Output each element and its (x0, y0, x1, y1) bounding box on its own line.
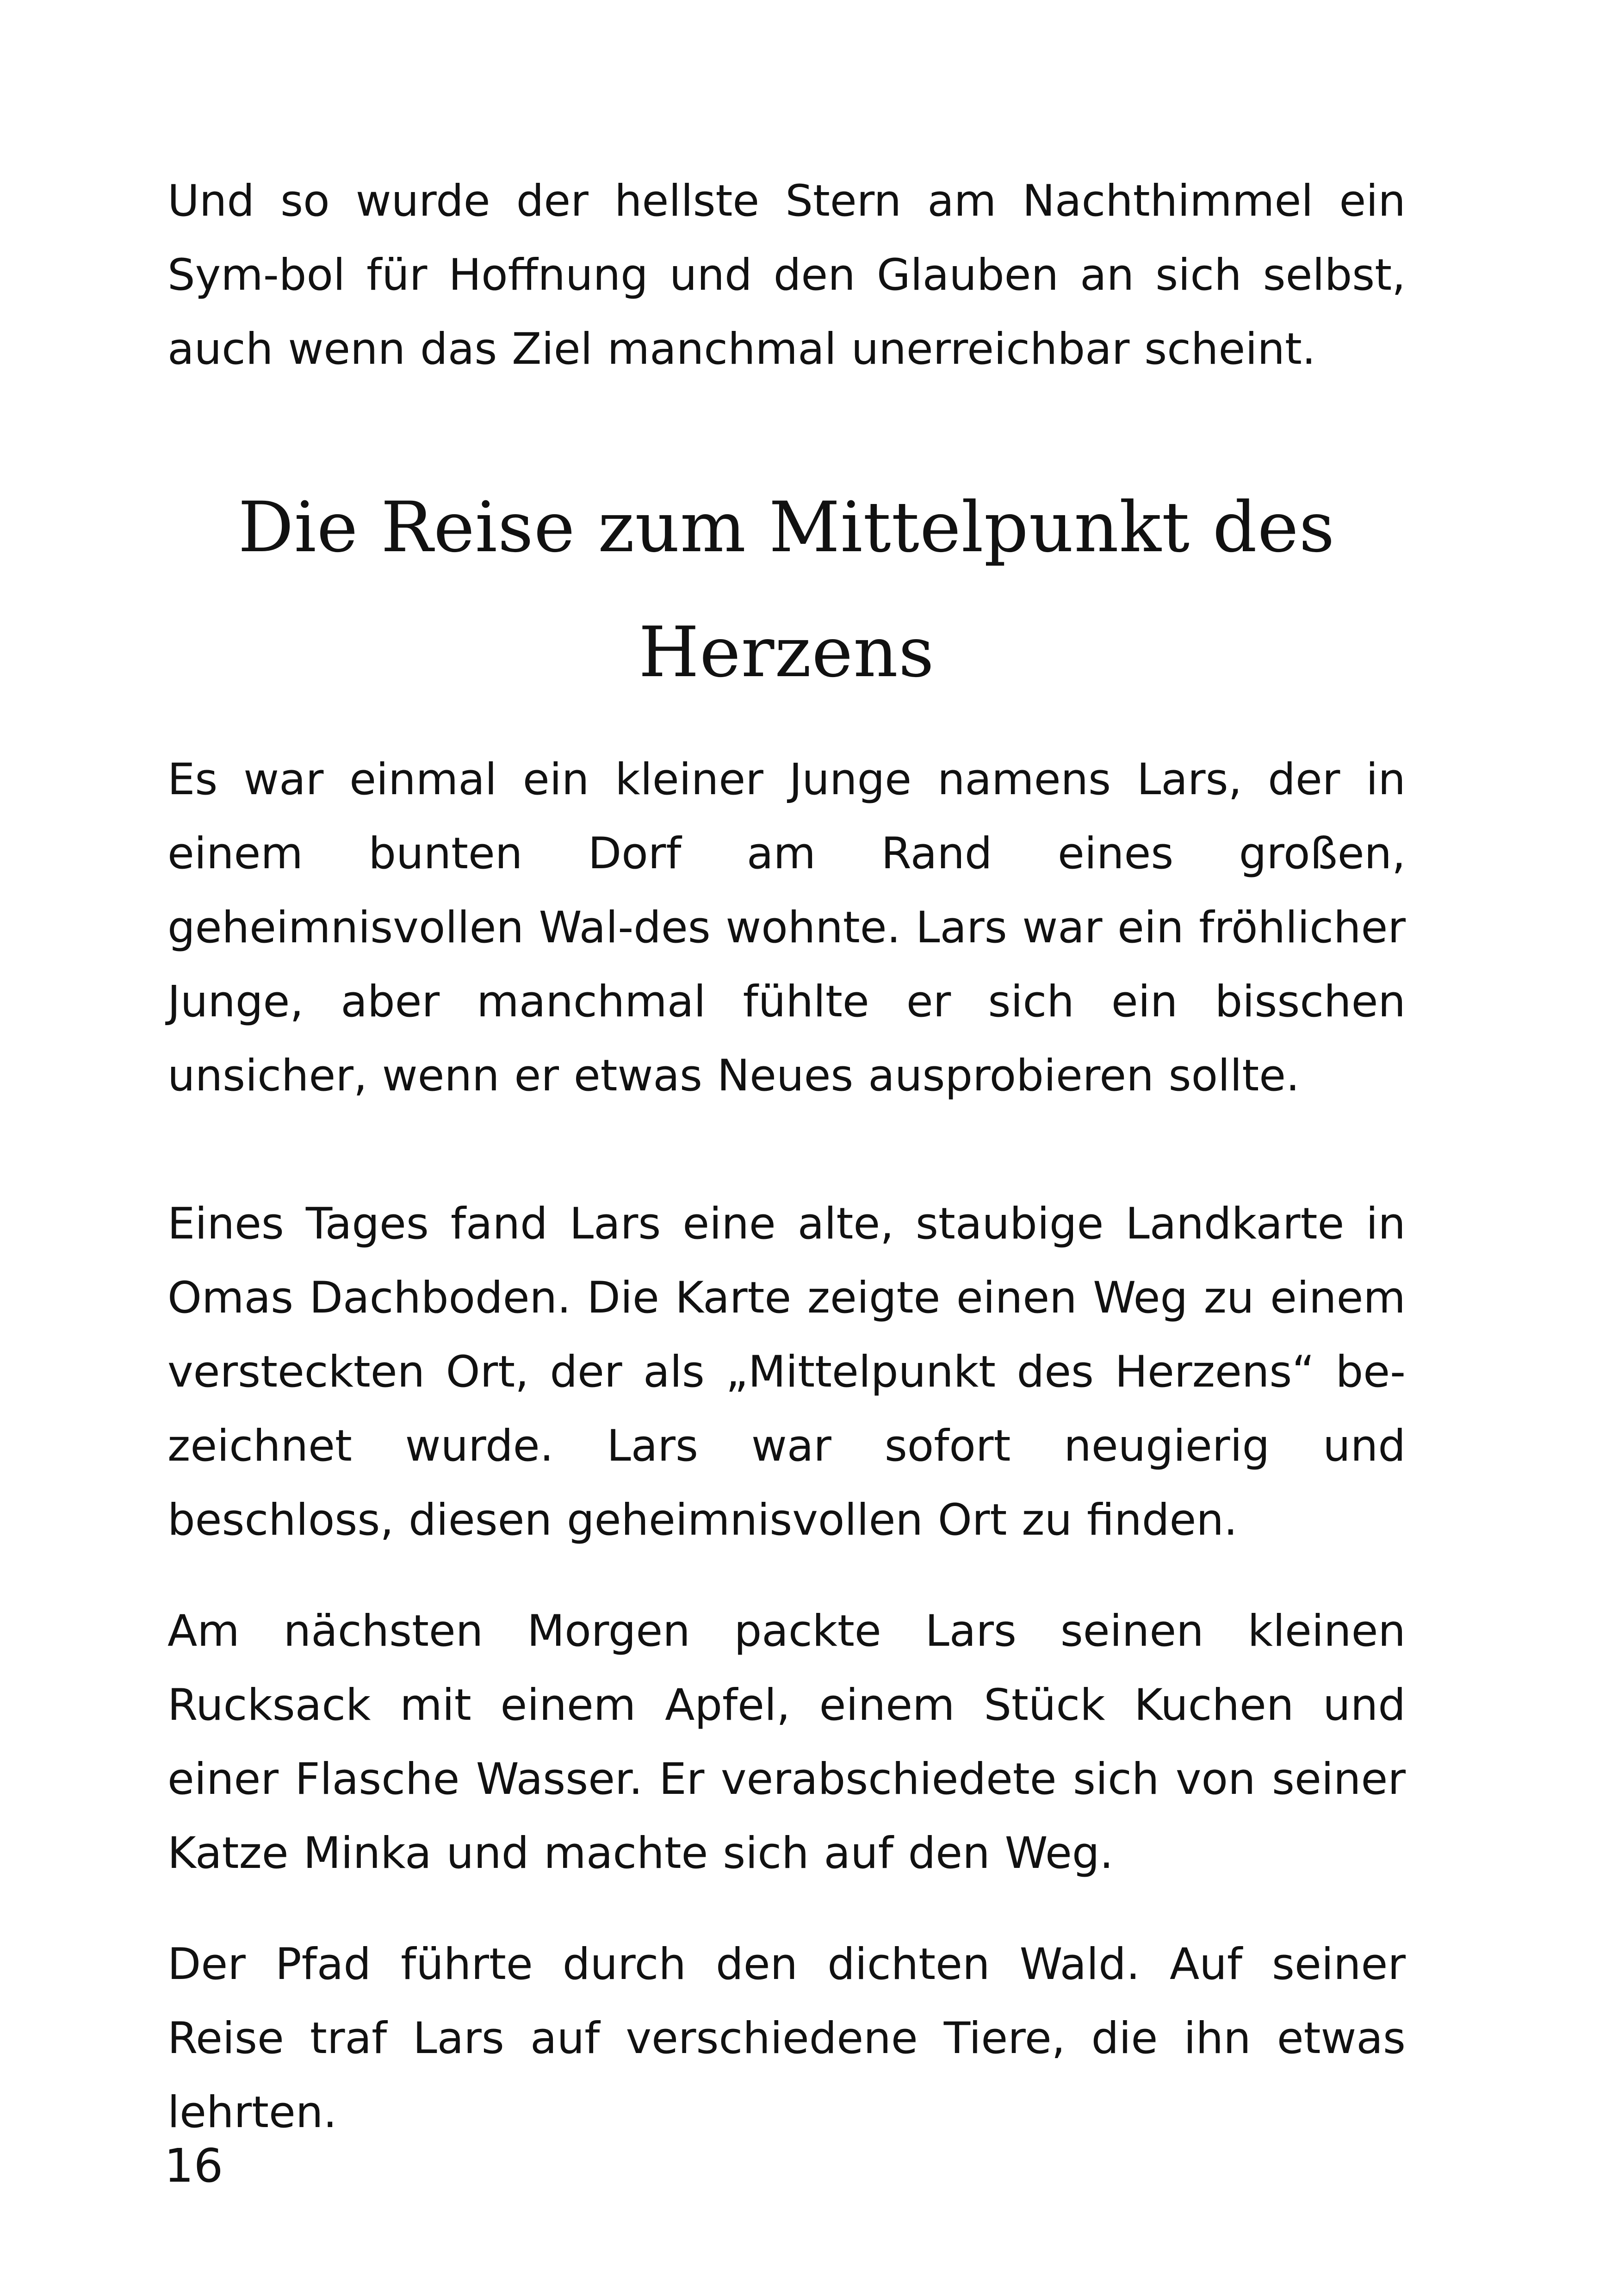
chapter-title: Die Reise zum Mittelpunkt des Herzens (238, 487, 1335, 693)
story-paragraph-3 (167, 1594, 1406, 1891)
paragraph-text: Am nächsten Morgen packte Lars seinen kleinen Rucksack mit einem Apfel, einem Stück Kuchen und einer Flasche Wasser. Er verabschiedete sich von seiner Katze Minka und machte sich auf den Weg. (167, 1606, 1406, 1879)
paragraph-text: Eines Tages fand Lars eine alte, staubige Landkarte in Omas Dachboden. Die Karte zeigte einen Weg zu einem versteckten Ort, der als „Mittelpunkt des Herzens“ be-zeichnet wurde. Lars war sofort neugierig und beschloss, diesen geheimnisvollen Ort zu finden. (167, 1199, 1406, 1545)
intro-paragraph (167, 164, 1406, 386)
story-paragraph-4 (167, 1928, 1406, 2150)
paragraph-text: Und so wurde der hellste Stern am Nachthimmel ein Sym-bol für Hoffnung und den Glauben an sich selbst, auch wenn das Ziel manchmal unerreichbar scheint. (167, 176, 1406, 374)
page-number: 16 (164, 2139, 223, 2193)
story-paragraph-2 (167, 1187, 1406, 1557)
story-paragraph-1 (167, 743, 1406, 1113)
paragraph-text: Es war einmal ein kleiner Junge namens Lars, der in einem bunten Dorf am Rand eines großen, geheimnisvollen Wal-des wohnte. Lars war ein fröhlicher Junge, aber manchmal fühlte er sich ein bisschen unsicher, wenn er etwas Neues ausprobieren sollte. (167, 754, 1406, 1101)
paragraph-text: Der Pfad führte durch den dichten Wald. Auf seiner Reise traf Lars auf verschiedene Tiere, die ihn etwas lehrten. (167, 1939, 1406, 2138)
